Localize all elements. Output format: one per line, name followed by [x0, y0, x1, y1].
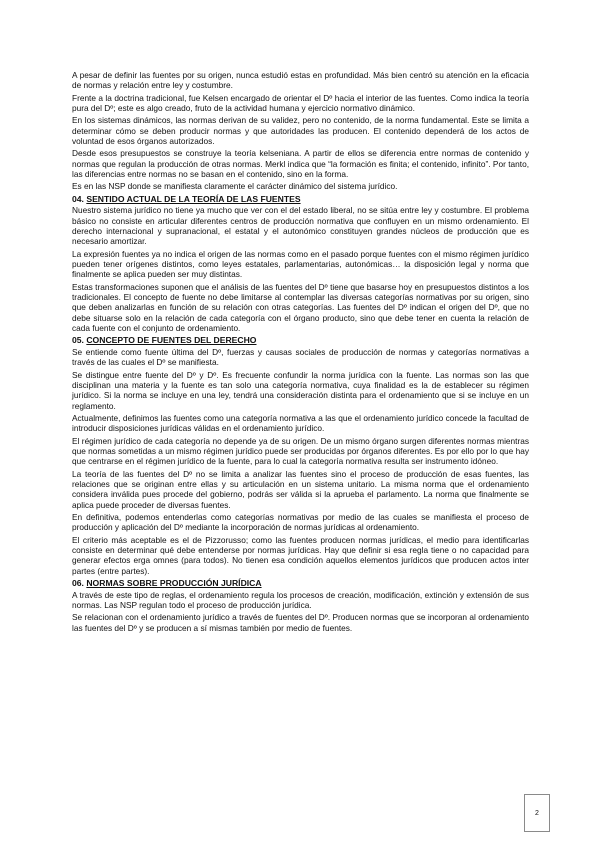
section-heading-05 — [72, 335, 529, 346]
paragraph: El criterio más aceptable es el de Pizzorusso; como las fuentes producen normas jurídicas, el medio para identificarlas consiste en determinar qué debe entenderse por normas jurídicas. Hay que definir si esa regla tiene o no capacidad para generar efectos erga omnes (para todos). No tienen esa condición aquellos elementos jurídicos que producen actos inter partes (entre partes). — [72, 534, 529, 576]
section-title: SENTIDO ACTUAL DE LA TEORÍA DE LAS FUENTES — [86, 193, 301, 204]
paragraph: En los sistemas dinámicos, las normas derivan de su validez, pero no contenido, de la norma fundamental. Este se limita a determinar cómo se deben producir normas y que autoridades las producen. El contenido dependerá de los actos de voluntad de esos órganos autorizados. — [72, 115, 529, 147]
section-title: CONCEPTO DE FUENTES DEL DERECHO — [86, 335, 257, 346]
paragraph: La expresión fuentes ya no indica el origen de las normas como en el pasado porque fuentes con el mismo régimen jurídico pueden tener orígenes distintos, como leyes estatales, parlamentarias, autonómicas… la disposición legal y norma que finalmente se aplica pueden ser muy distintas. — [72, 248, 529, 280]
paragraph: Se distingue entre fuente del Dº y Dº. Es frecuente confundir la norma jurídica con la fuente. Las normas son las que disciplinan una materia y la fuente es tan solo una categoría normativa, cuya finalidad es la de establecer su régimen jurídico. Si la norma se incluye en una ley, tendrá una consideración distinta para el ordenamiento que si se incluye en un reglamento. — [72, 369, 529, 411]
paragraph: Nuestro sistema jurídico no tiene ya mucho que ver con el del estado liberal, no se sitúa entre ley y costumbre. El problema básico no consiste en articular diferentes centros de producción normativa que confluyen en un mismo ordenamiento. El derecho internacional y supranacional, el estatal y el autonómico constituyen grandes núcleos de producción que es necesario amortizar. — [72, 205, 529, 247]
paragraph: Actualmente, definimos las fuentes como una categoría normativa a las que el ordenamiento jurídico concede la facultad de introducir disposiciones jurídicas válidas en el ordenamiento jurídico. — [72, 412, 529, 434]
paragraph: Frente a la doctrina tradicional, fue Kelsen encargado de orientar el Dº hacia el interior de las fuentes. Como indica la teoría pura del Dº; este es algo creado, fruto de la actividad humana y ejercicio normativo dinámico. — [72, 92, 529, 114]
paragraph: En definitiva, podemos entenderlas como categorías normativas por medio de las cuales se manifiesta el proceso de producción y aplicación del Dº mediante la incorporación de normas jurídicas al ordenamiento. — [72, 512, 529, 533]
section-title: NORMAS SOBRE PRODUCCIÓN JURÍDICA — [86, 578, 262, 589]
section-number: 05. — [72, 335, 84, 346]
paragraph: Es en las NSP donde se manifiesta claramente el carácter dinámico del sistema jurídico. — [72, 181, 398, 192]
document-body — [72, 70, 529, 635]
paragraph: Estas transformaciones suponen que el análisis de las fuentes del Dº tiene que basarse hoy en presupuestos distintos a los tradicionales. El concepto de fuente no debe limitarse al contemplar las diversas categorías normativas por su origen, sino que deben analizarlas en función de su relación con otras categorías. Las fuentes del Dº indican el origen del Dº, que no debe situarse solo en la relación de cada categoría con el órgano producto, sino que debe tener en cuenta la relación de cada fuente con el conjunto de ordenamiento. — [72, 281, 529, 334]
section-number: 06. — [72, 578, 84, 589]
paragraph: Se entiende como fuente última del Dº, fuerzas y causas sociales de producción de normas y categorías normativas a través de las cuales el Dº se manifiesta. — [72, 346, 529, 368]
section-heading-04 — [72, 194, 529, 205]
section-heading-06 — [72, 578, 529, 589]
paragraph: A través de este tipo de reglas, el ordenamiento regula los procesos de creación, modificación, extinción y extensión de sus normas. Las NSP regulan todo el proceso de producción jurídica. — [72, 589, 529, 610]
paragraph: La teoría de las fuentes del Dº no se limita a analizar las fuentes sino el proceso de producción de esas fuentes, las relaciones que se originan entre ellas y su articulación en un sistema unitario. La misma norma que el ordenamiento considera inválida pues procede del gobierno, podrás ser válida si la aprueba el parlamento. La norma que finalmente se aplica puede proceder de diversas fuentes. — [72, 468, 529, 510]
paragraph: A pesar de definir las fuentes por su origen, nunca estudió estas en profundidad. Más bien centró su atención en la eficacia de normas y relación entre ley y costumbre. — [72, 70, 529, 91]
paragraph: Se relacionan con el ordenamiento jurídico a través de fuentes del Dº. Producen normas que se incorporan al ordenamiento las fuentes del Dº y se producen a sí mismas también por medio de fuentes. — [72, 612, 529, 633]
paragraph: Desde esos presupuestos se construye la teoría kelseniana. A partir de ellos se diferencia entre normas de contenido y normas que regulan la producción de otras normas. Merkl indica que “la formación es finita; el contenido, infinito”. Por tanto, las diferencias entre normas no se basan en el contenido, sino en la forma. — [72, 148, 529, 180]
paragraph: El régimen jurídico de cada categoría no depende ya de su origen. De un mismo órgano surgen diferentes normas mientras que normas sometidas a un mismo régimen jurídico puede ser producidas por órganos diferentes. Es por ello por lo que hay que centrarse en el régimen jurídico de la fuente, para lo cual la categoría normativa resulta ser instrumento idóneo. — [72, 435, 529, 467]
page-number: 2 — [524, 794, 550, 832]
section-number: 04. — [72, 193, 84, 204]
